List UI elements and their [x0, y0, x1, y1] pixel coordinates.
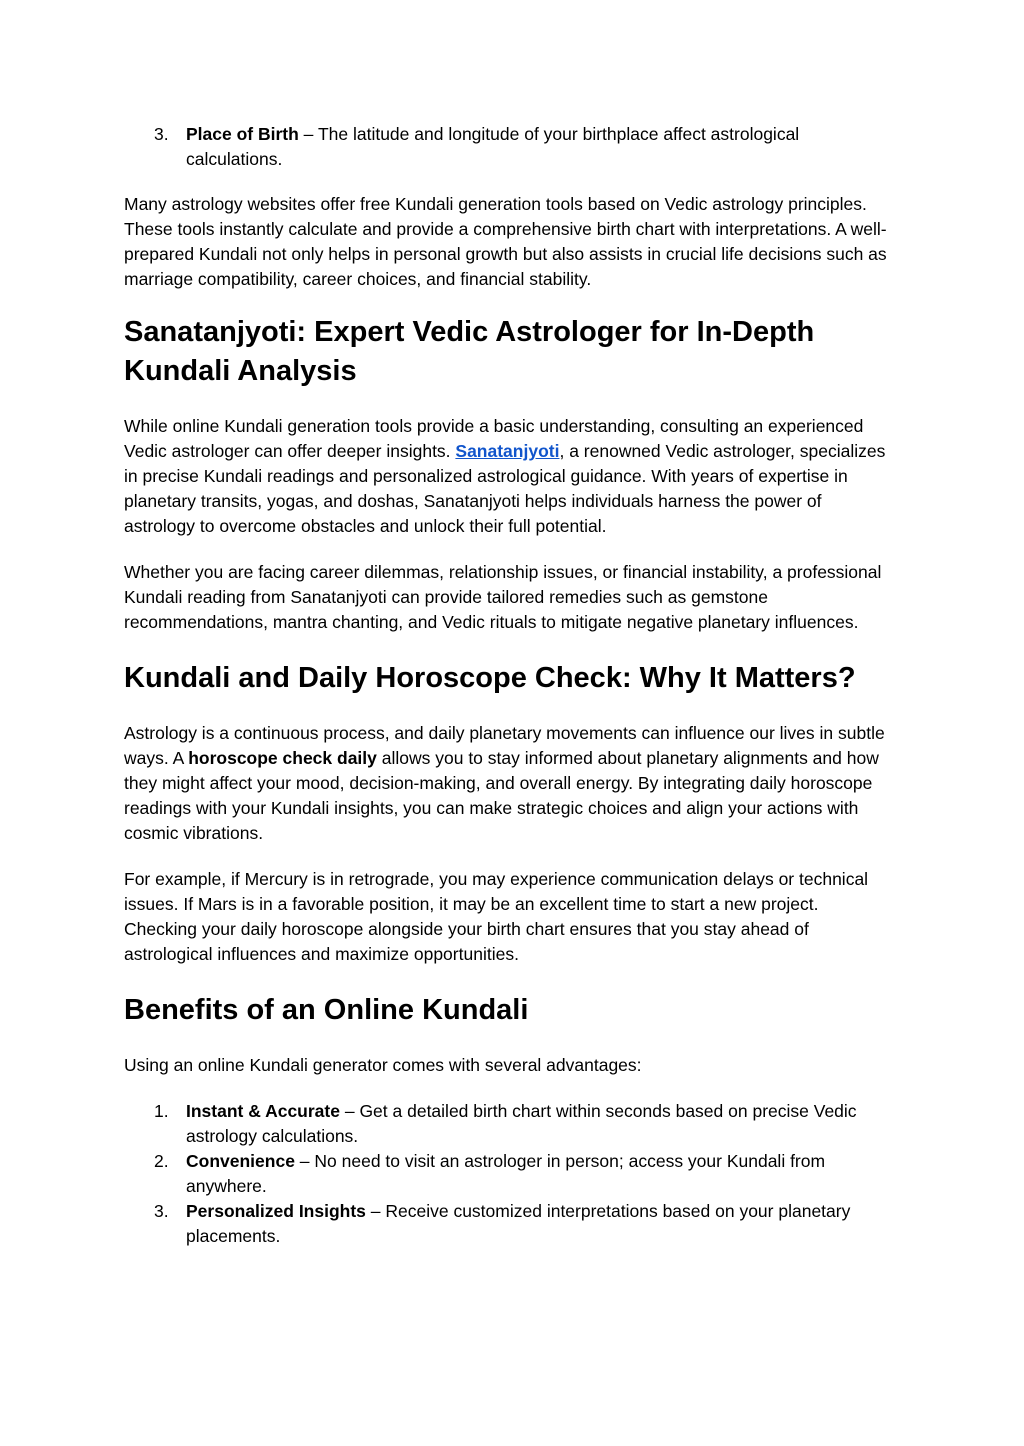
intro-list — [124, 122, 894, 172]
list-item — [124, 1149, 894, 1199]
list-number: 1. — [154, 1101, 169, 1121]
list-term: Personalized Insights — [186, 1201, 366, 1221]
paragraph-horoscope-example: For example, if Mercury is in retrograde, you may experience communication delays or technical issues. If Mars is in a favorable position, it may be an excellent time to start a new project. Checking your daily horoscope alongside your birth chart ensures that you stay ahead of astrological influences and maximize opportunities. — [124, 869, 869, 964]
bold-term: horoscope check daily — [188, 748, 377, 768]
list-item — [124, 122, 894, 172]
list-number: 3. — [154, 1201, 169, 1221]
list-item — [124, 1199, 894, 1249]
list-term: Place of Birth — [186, 124, 299, 144]
paragraph-tools: Many astrology websites offer free Kundali generation tools based on Vedic astrology principles. These tools instantly calculate and provide a comprehensive birth chart with interpretations. A well-prepared Kundali not only helps in personal growth but also assists in crucial life decisions such as marriage compatibility, career choices, and financial stability. — [124, 194, 887, 289]
list-text: – Get a detailed birth chart within seconds based on precise Vedic astrology calculations. — [186, 1101, 857, 1146]
list-number: 2. — [154, 1151, 169, 1171]
paragraph-sanatanjyoti-intro — [124, 414, 894, 539]
paragraph-horoscope-daily — [124, 721, 894, 846]
list-term: Convenience — [186, 1151, 295, 1171]
paragraph-text: , a renowned Vedic astrologer, specializes in precise Kundali readings and personalized astrological guidance. With years of expertise in planetary transits, yogas, and doshas, Sanatanjyoti helps individuals harness the power of astrology to overcome obstacles and unlock their full potential. — [124, 441, 886, 536]
paragraph-text: allows you to stay informed about planetary alignments and how they might affect your mood, decision-making, and overall energy. By integrating daily horoscope readings with your Kundali insights, you can make strategic choices and align your actions with cosmic vibrations. — [124, 748, 879, 843]
list-text: – Receive customized interpretations based on your planetary placements. — [186, 1201, 851, 1246]
heading-kundali-horoscope: Kundali and Daily Horoscope Check: Why It Matters? — [124, 662, 856, 694]
list-term: Instant & Accurate — [186, 1101, 340, 1121]
list-text: – No need to visit an astrologer in person; access your Kundali from anywhere. — [186, 1151, 826, 1196]
paragraph-sanatanjyoti-remedies: Whether you are facing career dilemmas, relationship issues, or financial instability, a professional Kundali reading from Sanatanjyoti can provide tailored remedies such as gemstone recommendations, mantra chanting, and Vedic rituals to mitigate negative planetary influences. — [124, 562, 882, 632]
list-text: – The latitude and longitude of your birthplace affect astrological calculations. — [186, 124, 800, 169]
paragraph-text: While online Kundali generation tools provide a basic understanding, consulting an experienced Vedic astrologer can offer deeper insights. — [124, 416, 864, 461]
heading-sanatanjyoti: Sanatanjyoti: Expert Vedic Astrologer for In-Depth Kundali Analysis — [124, 316, 815, 387]
paragraph-text: Astrology is a continuous process, and daily planetary movements can influence our lives in subtle ways. A — [124, 723, 885, 768]
sanatanjyoti-link[interactable]: Sanatanjyoti — [455, 441, 560, 461]
heading-benefits: Benefits of an Online Kundali — [124, 994, 529, 1026]
list-item — [124, 1099, 894, 1149]
paragraph-benefits-intro: Using an online Kundali generator comes with several advantages: — [124, 1055, 642, 1075]
list-number: 3. — [154, 124, 169, 144]
benefits-list — [124, 1099, 894, 1249]
document-page — [124, 122, 894, 1249]
